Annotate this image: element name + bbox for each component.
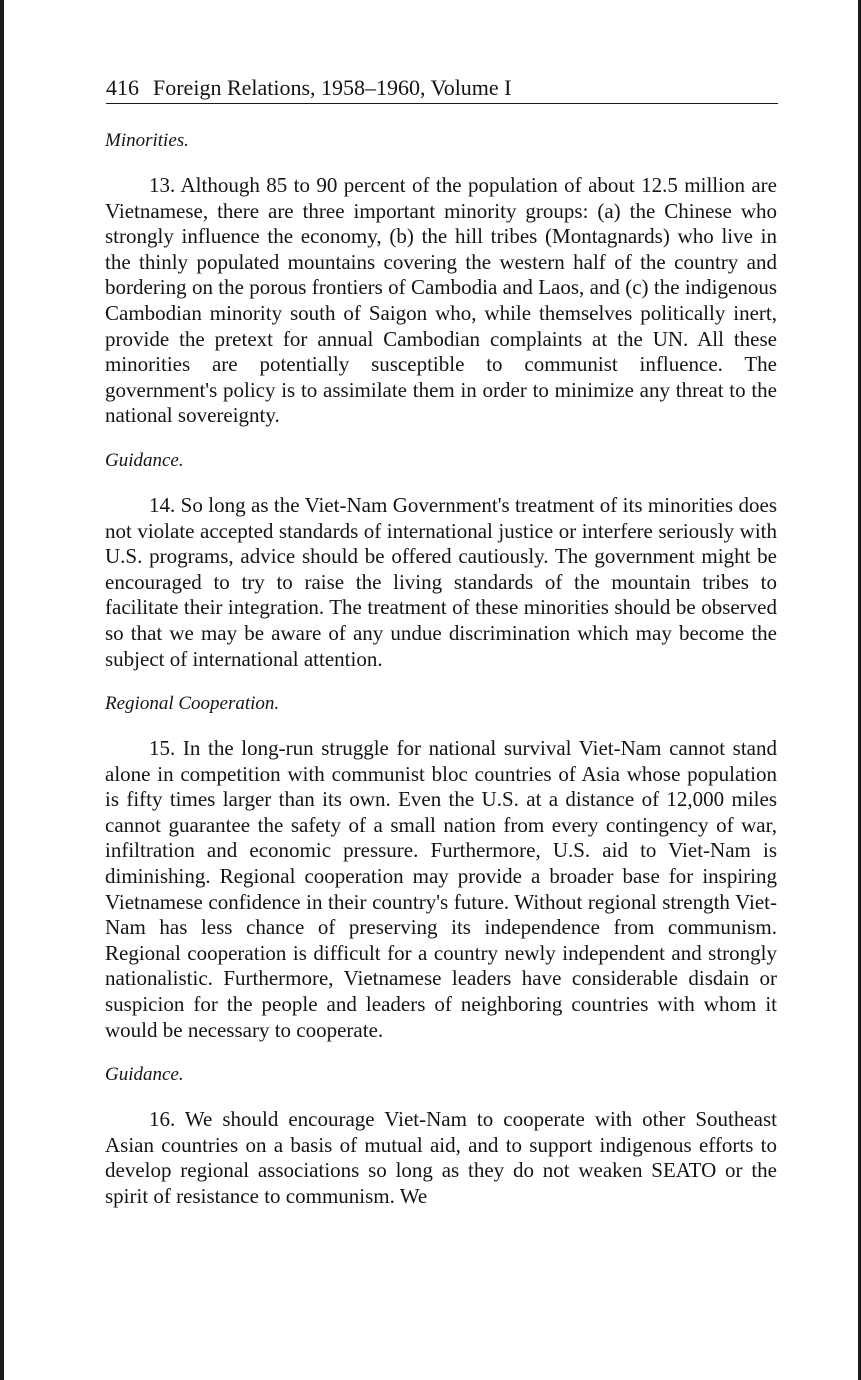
- running-header: [106, 74, 778, 104]
- paragraph-13: 13. Although 85 to 90 percent of the population of about 12.5 million are Vietnamese, there are three important minority groups: (a) the Chinese who strongly influence the economy, (b) the hill tribes (Montagnards) who live in the thinly populated mountains covering the western half of the country and bordering on the porous frontiers of Cambodia and Laos, and (c) the indigenous Cambodian minority south of Saigon who, while themselves politically inert, provide the pretext for annual Cambodian complaints at the UN. All these minorities are potentially susceptible to communist influence. The government's policy is to assimilate them in order to minimize any threat to the national sovereignty.: [105, 173, 777, 428]
- paragraph-16: 16. We should encourage Viet-Nam to cooperate with other Southeast Asian countries on a basis of mutual aid, and to support indigenous efforts to develop regional associations so long as they do not weaken SEATO or the spirit of resistance to communism. We: [105, 1107, 777, 1208]
- header-title: Foreign Relations, 1958–1960, Volume I: [153, 75, 512, 100]
- section-heading-guidance: Guidance.: [105, 449, 184, 471]
- page-number: 416: [106, 75, 139, 100]
- paragraph-15: 15. In the long-run struggle for national survival Viet-Nam cannot stand alone in competition with communist bloc countries of Asia whose population is fifty times larger than its own. Even the U.S. at a distance of 12,000 miles cannot guarantee the safety of a small nation from every contingency of war, infiltration and economic pressure. Furthermore, U.S. aid to Viet-Nam is diminishing. Regional cooperation may provide a broader base for inspiring Vietnamese confidence in their country's future. Without regional strength Viet-Nam has less chance of preserving its independence from communism. Regional cooperation is difficult for a country newly independent and strongly nationalistic. Furthermore, Vietnamese leaders have considerable disdain or suspicion for the people and leaders of neighboring countries with whom it would be necessary to cooperate.: [105, 736, 777, 1042]
- paragraph-14: 14. So long as the Viet-Nam Government's treatment of its minorities does not violate accepted standards of international justice or interfere seriously with U.S. programs, advice should be offered cautiously. The government might be encouraged to try to raise the living standards of the mountain tribes to facilitate their integration. The treatment of these minorities should be observed so that we may be aware of any undue discrimination which may become the subject of international attention.: [105, 492, 777, 671]
- section-heading-regional-cooperation: Regional Cooperation.: [105, 693, 280, 715]
- body-text: [105, 128, 777, 1210]
- section-heading-minorities: Minorities.: [105, 130, 189, 151]
- section-heading-guidance-2: Guidance.: [105, 1064, 184, 1086]
